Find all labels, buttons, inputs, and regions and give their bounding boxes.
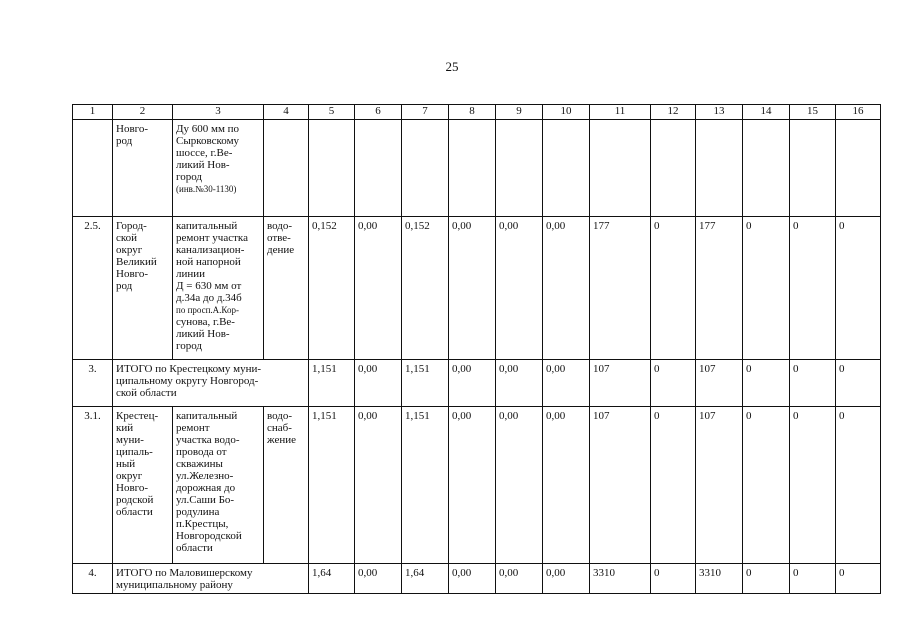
total-label: ИТОГО по Крестецкому муни- ципальному округу Новгород- ской области	[116, 363, 262, 399]
column-number: 10	[543, 105, 590, 120]
value-cell: 0	[743, 407, 790, 564]
value-cell: 0,00	[355, 217, 402, 360]
value-cell: 177	[696, 217, 743, 360]
table-row-total	[73, 360, 881, 407]
column-number: 8	[449, 105, 496, 120]
value-cell: 107	[590, 360, 651, 407]
value-cell: 0,00	[496, 407, 543, 564]
value-cell: 1,64	[402, 564, 449, 594]
object-description-tail: сунова, г.Ве- ликий Нов- город	[176, 316, 235, 352]
object-description: Ду 600 мм по Сырковскому шоссе, г.Ве- ликий Нов- город	[176, 123, 240, 183]
table-row	[73, 217, 881, 360]
column-number: 5	[309, 105, 355, 120]
value-cell: 0	[743, 360, 790, 407]
data-table	[72, 104, 881, 594]
value-cell: 0	[651, 564, 696, 594]
value-cell: 0	[743, 564, 790, 594]
value-cell	[496, 120, 543, 217]
value-cell	[836, 120, 881, 217]
service-type-cell	[264, 407, 309, 564]
service-type-cell	[264, 120, 309, 217]
municipality-text: Новго- род	[116, 123, 149, 147]
value-cell: 0,00	[449, 217, 496, 360]
column-number: 16	[836, 105, 881, 120]
object-description-cell	[173, 120, 264, 217]
value-cell: 107	[590, 407, 651, 564]
column-number: 9	[496, 105, 543, 120]
value-cell: 0,00	[355, 360, 402, 407]
value-cell	[543, 120, 590, 217]
value-cell: 0,00	[543, 217, 590, 360]
object-description-address: по просп.А.Кор-	[176, 305, 239, 315]
page-number: 25	[445, 59, 459, 74]
value-cell: 0	[651, 407, 696, 564]
value-cell: 1,151	[309, 407, 355, 564]
value-cell: 0,00	[449, 407, 496, 564]
value-cell	[790, 120, 836, 217]
municipality-text: Город- ской округ Великий Новго- род	[116, 220, 157, 292]
value-cell: 0,00	[496, 360, 543, 407]
value-cell: 0,00	[496, 217, 543, 360]
total-label-cell	[113, 564, 309, 594]
value-cell	[590, 120, 651, 217]
total-label: ИТОГО по Маловишерскому муниципальному району	[116, 567, 253, 591]
object-description: капитальный ремонт участка канализацион- ной напорной линии Д = 630 мм от д.34а до д.34б	[176, 220, 248, 304]
value-cell	[449, 120, 496, 217]
column-number: 3	[173, 105, 264, 120]
value-cell	[696, 120, 743, 217]
row-number: 2.5.	[73, 217, 113, 360]
municipality-cell	[113, 120, 173, 217]
value-cell: 0	[790, 407, 836, 564]
value-cell: 0,00	[496, 564, 543, 594]
value-cell: 0	[651, 360, 696, 407]
column-number: 2	[113, 105, 173, 120]
column-number: 14	[743, 105, 790, 120]
value-cell: 1,151	[402, 360, 449, 407]
table-row	[73, 120, 881, 217]
value-cell: 0	[836, 564, 881, 594]
value-cell: 0,00	[543, 360, 590, 407]
value-cell	[743, 120, 790, 217]
value-cell	[402, 120, 449, 217]
service-type-cell	[264, 217, 309, 360]
column-number: 6	[355, 105, 402, 120]
value-cell: 0	[790, 564, 836, 594]
value-cell: 0,00	[355, 407, 402, 564]
value-cell	[309, 120, 355, 217]
value-cell: 0	[651, 217, 696, 360]
column-number: 4	[264, 105, 309, 120]
service-type: водо- отве- дение	[267, 220, 295, 256]
service-type: водо- снаб- жение	[267, 410, 296, 446]
value-cell: 1,64	[309, 564, 355, 594]
column-number: 13	[696, 105, 743, 120]
value-cell: 107	[696, 407, 743, 564]
table-row-total	[73, 564, 881, 594]
value-cell: 1,151	[309, 360, 355, 407]
total-label-cell	[113, 360, 309, 407]
row-number: 4.	[73, 564, 113, 594]
value-cell: 0	[836, 360, 881, 407]
row-number	[73, 120, 113, 217]
value-cell: 0	[836, 407, 881, 564]
value-cell: 3310	[696, 564, 743, 594]
value-cell: 177	[590, 217, 651, 360]
value-cell	[651, 120, 696, 217]
value-cell: 0,00	[543, 564, 590, 594]
value-cell: 3310	[590, 564, 651, 594]
value-cell: 0,00	[449, 360, 496, 407]
column-number: 15	[790, 105, 836, 120]
row-number: 3.	[73, 360, 113, 407]
column-number: 11	[590, 105, 651, 120]
column-number-row	[73, 105, 881, 120]
value-cell: 0,152	[309, 217, 355, 360]
value-cell: 107	[696, 360, 743, 407]
column-number: 1	[73, 105, 113, 120]
value-cell: 1,151	[402, 407, 449, 564]
object-description: капитальный ремонт участка водо- провода от скважины ул.Железно- дорожная до ул.Саши Бо- родулина п.Крестцы, Новгородской области	[176, 410, 242, 554]
value-cell: 0,00	[449, 564, 496, 594]
value-cell	[355, 120, 402, 217]
municipality-cell	[113, 217, 173, 360]
column-number: 12	[651, 105, 696, 120]
value-cell: 0,00	[355, 564, 402, 594]
object-description-cell	[173, 407, 264, 564]
column-number: 7	[402, 105, 449, 120]
municipality-cell	[113, 407, 173, 564]
row-number: 3.1.	[73, 407, 113, 564]
value-cell: 0	[743, 217, 790, 360]
value-cell: 0,00	[543, 407, 590, 564]
value-cell: 0	[790, 360, 836, 407]
municipality-text: Крестец- кий муни- ципаль- ный округ Новго- родской области	[116, 410, 159, 518]
table-row	[73, 407, 881, 564]
value-cell: 0	[836, 217, 881, 360]
inventory-number: (инв.№30-1130)	[176, 184, 237, 194]
value-cell: 0	[790, 217, 836, 360]
value-cell: 0,152	[402, 217, 449, 360]
object-description-cell	[173, 217, 264, 360]
